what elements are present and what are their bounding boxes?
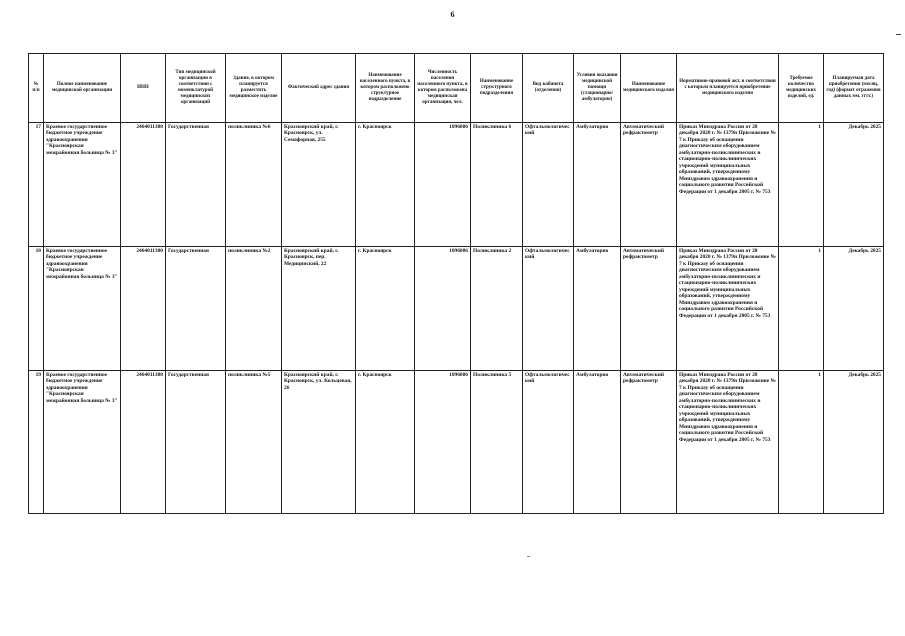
cell-legal: Приказ Минздрава России от 28 декабря 2020 г. № 1379н Приложение № 7 к Приказу об оснащении диагностическим оборудованием амбулаторно-поликлинических и стационарно-поликлинических учреждений муниципальных образований, утвержденному Минздравом здравоохранения и социального развития Российской Федерации от 1 декабря 2005 г. № 753 [677,247,779,371]
cell-locality: г. Красноярск [356,371,415,514]
cell-qty: 1 [779,371,824,514]
header-unit: Наименование структурного подразделения [471,54,523,123]
header-no: № п/п [29,54,44,123]
cell-building: поликлиника №2 [226,247,282,371]
cell-cabinet: Офтальмологический [523,123,574,247]
scan-speck [527,556,530,557]
cell-qty: 1 [779,247,824,371]
table-row [29,247,884,371]
cell-conditions: Амбулаторно [574,123,621,247]
cell-legal: Приказ Минздрава России от 28 декабря 2020 г. № 1379н Приложение № 7 к Приказу об оснащении диагностическим оборудованием амбулаторно-поликлинических и стационарно-поликлинических учреждений муниципальных образований, утвержденному Минздравом здравоохранения и социального развития Российской Федерации от 1 декабря 2005 г. № 753 [677,371,779,514]
table-row [29,123,884,247]
header-device: Наименование медицинского изделия [621,54,677,123]
cell-device: Автоматический рефрактометр [621,123,677,247]
cell-device: Автоматический рефрактометр [621,247,677,371]
header-legal: Нормативно-правовой акт, в соответствии с которым планируется приобретение медицинского изделия [677,54,779,123]
cell-no: 19 [29,371,44,514]
cell-inn: 2464011380 [121,123,166,247]
cell-date: Декабрь 2025 [824,371,884,514]
header-date: Планируемая дата приобретения (месяц, год) (формат отражения данных мм. гггг.) [824,54,884,123]
cell-unit: Поликлиника 2 [471,247,523,371]
cell-cabinet: Офтальмологический [523,247,574,371]
header-population: Численность населения населенного пункта, в котором расположена медицинская организация, чел. [415,54,471,123]
cell-legal: Приказ Минздрава России от 28 декабря 2020 г. № 1379н Приложение № 7 к Приказу об оснащении диагностическим оборудованием амбулаторно-поликлинических и стационарно-поликлинических учреждений муниципальных образований, утвержденному Минздравом здравоохранения и социального развития Российской Федерации от 1 декабря 2005 г. № 753 [677,123,779,247]
cell-conditions: Амбулаторно [574,371,621,514]
header-inn: ИНН [121,54,166,123]
cell-address: Красноярский край, г. Красноярск, ул. Семафорная, 255 [282,123,356,247]
cell-org-name: Краевое государственное бюджетное учреждение здравоохранения "Красноярская межрайонная больница № 3" [44,371,121,514]
cell-no: 18 [29,247,44,371]
cell-date: Декабрь 2025 [824,123,884,247]
cell-unit: Поликлиника 6 [471,123,523,247]
cell-building: поликлиника №6 [226,123,282,247]
header-org-type: Тип медицинской организации в соответствии с номенклатурой медицинских организаций [166,54,226,123]
cell-address: Красноярский край, г. Красноярск, ул. Кольцевая, 26 [282,371,356,514]
header-qty: Требуемое количество медицинских изделий, ед. [779,54,824,123]
cell-conditions: Амбулаторно [574,247,621,371]
cell-unit: Поликлиника 5 [471,371,523,514]
header-building: Здание, в котором планируется разместить медицинское изделие [226,54,282,123]
header-org-name: Полное наименование медицинской организации [44,54,121,123]
cell-org-name: Краевое государственное бюджетное учреждение здравоохранения "Красноярская межрайонная больница № 3" [44,123,121,247]
cell-org-type: Государственная [166,247,226,371]
cell-address: Красноярский край, г. Красноярск, пер. Медицинский, 22 [282,247,356,371]
cell-population: 1096086 [415,247,471,371]
cell-org-type: Государственная [166,371,226,514]
table-header-row [29,54,884,123]
cell-locality: г. Красноярск [356,123,415,247]
cell-population: 1096086 [415,123,471,247]
cell-device: Автоматический рефрактометр [621,371,677,514]
cell-population: 1096086 [415,371,471,514]
cell-qty: 1 [779,123,824,247]
header-locality: Наименование населенного пункта, в котором расположено структурное подразделение [356,54,415,123]
cell-inn: 2464011380 [121,247,166,371]
cell-cabinet: Офтальмологический [523,371,574,514]
header-conditions: Условия оказания медицинской помощи (стационарно/ амбулаторно) [574,54,621,123]
cell-no: 17 [29,123,44,247]
page-number: 6 [450,10,455,19]
cell-org-name: Краевое государственное бюджетное учреждение здравоохранения "Красноярская межрайонная больница № 3" [44,247,121,371]
cell-date: Декабрь 2025 [824,247,884,371]
scan-edge-mark [896,34,901,35]
cell-org-type: Государственная [166,123,226,247]
table-row [29,371,884,514]
header-address: Фактический адрес здания [282,54,356,123]
equipment-table [28,53,884,514]
cell-inn: 2464011380 [121,371,166,514]
cell-locality: г. Красноярск [356,247,415,371]
cell-building: поликлиника №5 [226,371,282,514]
header-cabinet: Вид кабинета (отделения) [523,54,574,123]
